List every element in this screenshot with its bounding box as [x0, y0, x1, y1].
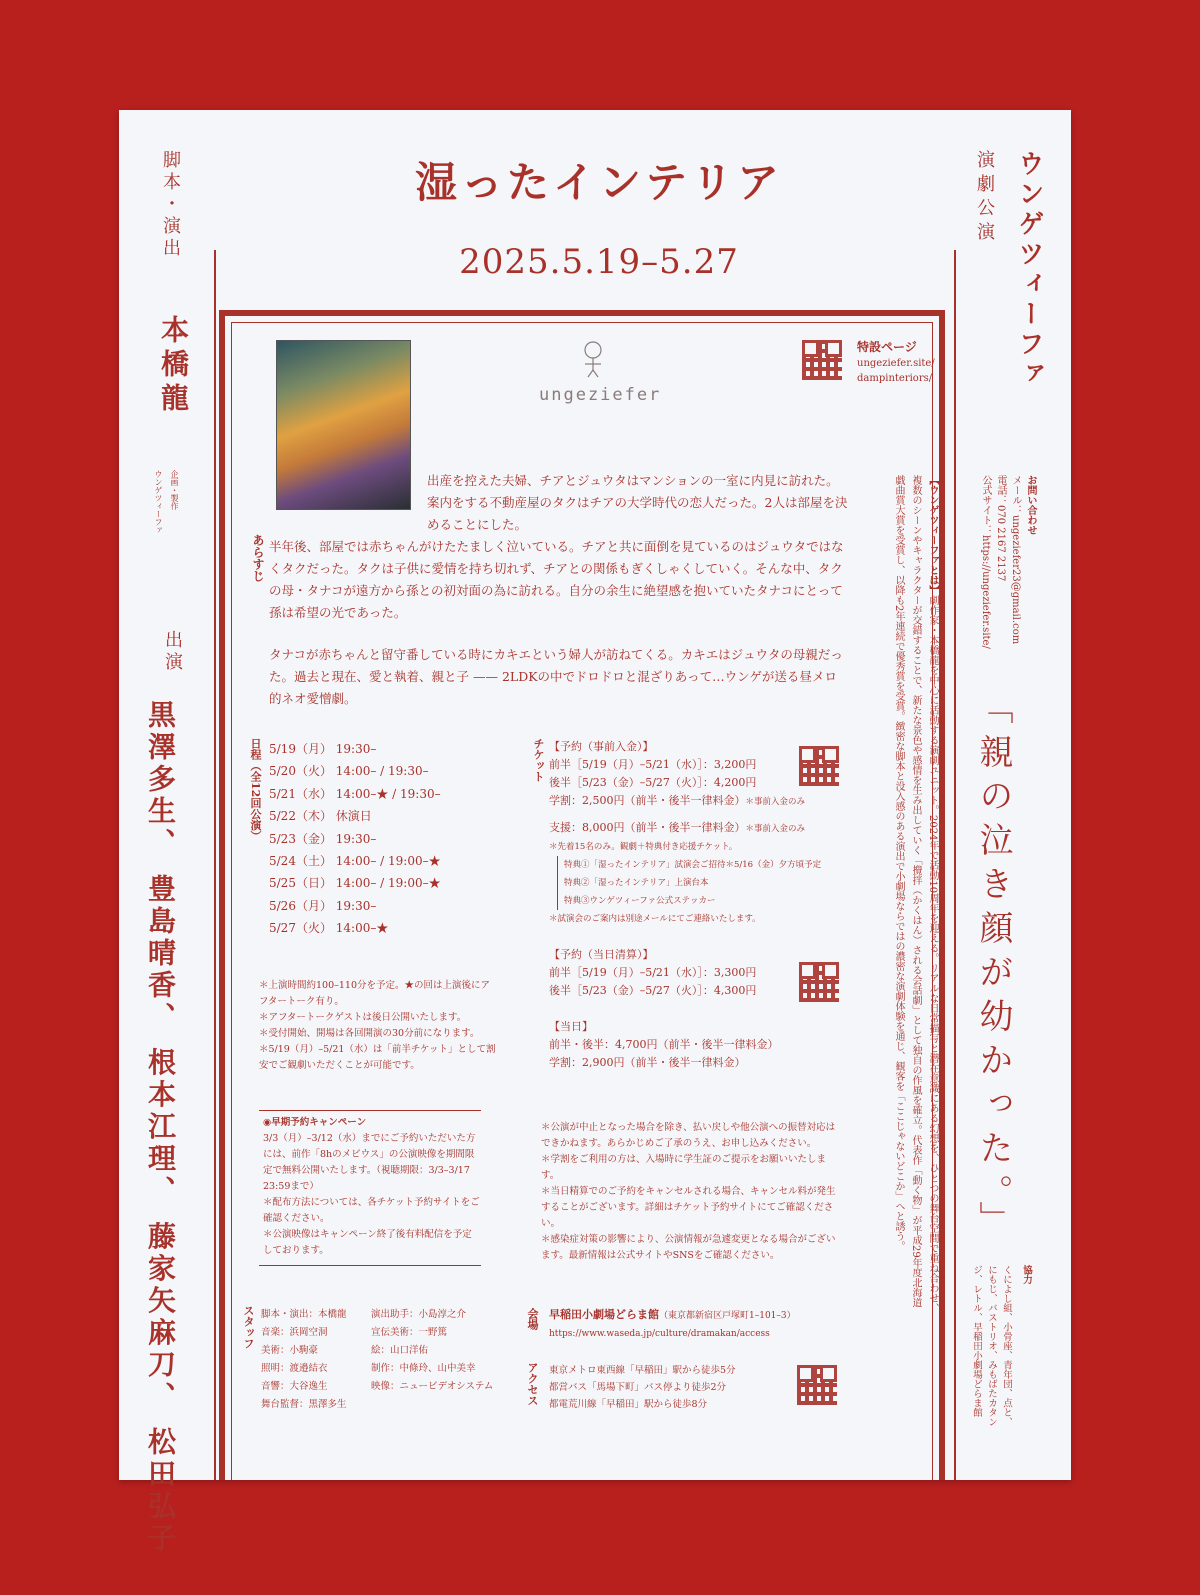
campaign-note: ＊公演映像はキャンペーン終了後有料配信を予定しております。	[263, 1229, 472, 1256]
ticket-dayof-title: 【予約（当日清算）】	[549, 948, 654, 961]
staff-item: 制作：中條玲、山中美幸	[371, 1363, 476, 1374]
ticket-heading: チケット	[532, 738, 545, 782]
special-page-url-line1[interactable]: ungeziefer.site/	[857, 358, 935, 369]
cast-member: 松田弘子	[144, 1427, 177, 1555]
access-line: 都営バス「馬場下町」バス停より徒歩2分	[549, 1382, 727, 1393]
troupe-subtitle: 演劇公演	[974, 150, 995, 246]
ticket-advance-title: 【予約（事前入金）】	[549, 740, 654, 753]
staff-item: 音響：大谷逸生	[261, 1381, 328, 1392]
staff-item: 舞台監督：黒澤多生	[261, 1399, 347, 1410]
staff-item: 照明：渡邉結衣	[261, 1363, 328, 1374]
campaign-body: 3/3（月）–3/12（水）までにご予約いただいた方には、前作「8hのメビウス」の公演映像を期間限定で無料公開いたします。（視聴期限：3/3–3/17 23:59まで）	[263, 1133, 476, 1192]
venue-info	[549, 1306, 796, 1343]
cast-label: 出演	[162, 630, 183, 674]
ticket-cancel-notes	[541, 1120, 841, 1264]
schedule-row: 5/22（木） 休演日	[269, 809, 372, 824]
access-line: 都電荒川線「早稲田」駅から徒歩8分	[549, 1399, 708, 1410]
about-text: 劇作家・本橋龍を中心に活動する演劇ユニット。2024年で活動10周年を迎える。リアルな日常描写と潜在意識にある幻想を、ひとつの舞台空間で重ね合わせ、複数のシーンやキャラクターが交錯することで、新たな景色や感情を生み出していく「攪拌（かくはん）される会話劇」として独自の作風を確立。代表作「動く物」が平成29年度北海道戯曲賞大賞を受賞し、以降も2年連続で優秀賞を受賞。緻密な脚本と没入感のある演出で小劇場ならではの濃密な演劇体験を通じ、観客を「ここじゃないどこか」へと誘う。	[893, 475, 938, 1314]
synopsis-heading: あらすじ	[251, 534, 265, 582]
left-divider	[214, 250, 216, 1480]
synopsis	[269, 470, 849, 710]
access-heading: アクセス	[526, 1362, 539, 1406]
venue-heading: 会場	[526, 1308, 539, 1330]
staff-item: 音楽：浜岡空洞	[261, 1327, 328, 1338]
venue-access-qr-icon[interactable]	[797, 1365, 837, 1405]
cancel-note: ＊公演が中止となった場合を除き、払い戻しや他公演への振替対応はできかねます。あらかじめご了承のうえ、お申し込みください。	[541, 1122, 836, 1149]
schedule-note: ＊5/19（月）–5/21（水）は「前半チケット」として割安でご観劇いただくことが可能です。	[259, 1044, 496, 1071]
cast-member: 根本江理、	[144, 1047, 177, 1208]
schedule-note: ＊受付開始、開場は各回開演の30分前になります。	[259, 1028, 480, 1039]
staff-item: 宣伝美術：一野篤	[371, 1327, 448, 1338]
page-title: 湿ったインテリア	[414, 158, 783, 207]
ticket-perk: 特典③ウンゲツィーファ公式ステッカー	[564, 896, 716, 906]
ticket-price: 後半［5/23（金）–5/27（火）］：4,200円	[549, 776, 757, 789]
ticket-support-desc: ＊先着15名のみ。観劇＋特典付き応援チケット。	[549, 842, 738, 852]
cast-member: 豊島晴香、	[144, 873, 177, 1034]
early-booking-campaign	[259, 1110, 481, 1266]
schedule-row: 5/26（月） 19:30–	[269, 898, 377, 913]
special-page-label: 特設ページ	[857, 340, 917, 354]
director-label: 脚本・演出	[160, 150, 181, 260]
kyoryoku-title: 協力	[1021, 1265, 1032, 1284]
contact-tel: 電話：070 2167 2137	[995, 475, 1006, 582]
cast-member: 藤家矢麻刀、	[144, 1221, 177, 1414]
venue-url[interactable]: https://www.waseda.jp/culture/dramakan/access	[549, 1329, 770, 1339]
staff-item: 脚本・演出：本橋龍	[261, 1309, 347, 1320]
schedule-list	[269, 738, 441, 940]
cast-member: 黒澤多生、	[144, 700, 177, 860]
ticket-price: 前半［5/19（月）–5/21（水）］：3,200円	[549, 758, 757, 771]
ticket-price: 前半［5/19（月）–5/21（水）］：3,300円	[549, 966, 757, 979]
schedule-row: 5/21（水） 14:00–★ / 19:30–	[269, 786, 441, 801]
cancel-note: ＊当日精算でのご予約をキャンセルされる場合、キャンセル料が発生することがございます。詳細はチケット予約サイトにてご確認ください。	[541, 1186, 836, 1229]
performance-dates: 2025.5.19–5.27	[459, 242, 739, 282]
ticket-price: 前半・後半：4,700円（前半・後半一律料金）	[549, 1038, 779, 1051]
staff-item	[371, 1396, 511, 1414]
access-info	[549, 1362, 736, 1413]
schedule-row: 5/24（土） 14:00– / 19:00–★	[269, 854, 441, 869]
staff-item: 美術：小駒豪	[261, 1345, 319, 1356]
ticket-info	[549, 738, 879, 1072]
ticket-perks	[557, 856, 879, 910]
schedule-row: 5/19（月） 19:30–	[269, 742, 377, 756]
staff-item: 絵：山口洋佑	[371, 1345, 429, 1356]
ungeziefer-logo-text: ungeziefer	[539, 385, 662, 405]
cancel-note: ＊感染症対策の影響により、公演情報が急遽変更となる場合がございます。最新情報は公式サイトやSNSをご確認ください。	[541, 1234, 836, 1261]
right-divider	[954, 250, 956, 1480]
ticket-price: 後半［5/23（金）–5/27（火）］：4,300円	[549, 984, 757, 997]
schedule-row: 5/25（日） 14:00– / 19:00–★	[269, 876, 441, 891]
venue-name: 早稲田小劇場どらま館	[549, 1308, 659, 1321]
ticket-trial-note: ＊試演会のご案内は別途メールにてご連絡いたします。	[549, 914, 761, 924]
ticket-price: 学割：2,500円（前半・後半一律料金）＊事前入金のみ	[549, 794, 806, 807]
campaign-note: ＊配布方法については、各チケット予約サイトをご確認ください。	[263, 1197, 480, 1224]
schedule-row: 5/20（火） 14:00– / 19:30–	[269, 764, 429, 779]
ticket-advance-note: ＊事前入金のみ	[745, 797, 806, 807]
campaign-title: ◉早期予約キャンペーン	[263, 1117, 367, 1128]
staff-item: 演出助手：小島淳之介	[371, 1309, 467, 1320]
synopsis-paragraph-1: 出産を控えた夫婦、チアとジュウタはマンションの一室に内見に訪れた。案内をする不動産屋のタクはチアの大学時代の恋人だった。2人は部屋を決めることにした。	[427, 473, 848, 532]
schedule-note: ＊上演時間約100–110分を予定。★の回は上演後にアフタートーク有り。	[259, 980, 491, 1007]
schedule-row: 5/27（火） 14:00–★	[269, 921, 389, 936]
contact-site: 公式サイト：https://ungeziefer.site/	[980, 475, 991, 649]
venue-address: （東京都新宿区戸塚町1–101–3）	[659, 1311, 796, 1321]
contact-title: お問い合わせ	[1025, 475, 1036, 535]
kyoryoku-text: くによし組、小骨座、青年団、点と、にもじ、バストリオ、みもばたカタンジ、レトル、早稲田小劇場どらま館	[971, 1265, 1012, 1427]
ticket-perk: 特典①「湿ったインテリア」試演会ご招待＊5/16（金）夕方頃予定	[564, 860, 822, 870]
synopsis-paragraph-3: タナコが赤ちゃんと留守番している時にカキエという婦人が訪ねてくる。カキエはジュウタの母親だった。過去と現在、愛と執着、親と子 —— 2LDKの中でドロドロと混ざりあって…ウンゲが送る昼メロ的ネオ愛憎劇。	[269, 647, 843, 706]
about-title: 【ウンゲツィーファとは】	[927, 475, 938, 595]
production-label: 企画・製作	[170, 470, 179, 510]
ticket-support: 支援：8,000円（前半・後半一律料金）＊事前入金のみ	[549, 821, 806, 834]
special-page-qr-icon[interactable]	[802, 340, 842, 380]
director-name: 本橋龍	[157, 315, 190, 417]
ungeziefer-logo-figure-icon	[579, 338, 607, 378]
catchphrase: 「親の泣き顔が幼かった。」	[973, 690, 1013, 1245]
schedule-heading: 日程（全12回公演）	[249, 738, 262, 842]
special-page-url[interactable]	[857, 356, 935, 386]
special-page-url-line2[interactable]: dampinteriors/	[857, 373, 933, 384]
staff-heading: スタッフ	[242, 1305, 255, 1349]
cancel-note: ＊学割をご利用の方は、入場時に学生証のご提示をお願いいたします。	[541, 1154, 827, 1181]
contact-mail: メール：ungeziefer23@gmail.com	[1010, 475, 1021, 645]
ticket-price: 学割：2,900円（前半・後半一律料金）	[549, 1056, 746, 1069]
access-line: 東京メトロ東西線「早稲田」駅から徒歩5分	[549, 1365, 736, 1376]
schedule-notes	[259, 978, 499, 1074]
flyer-paper	[119, 110, 1071, 1555]
ticket-support-note: ＊事前入金のみ	[745, 824, 806, 834]
schedule-note: ＊アフタートークゲストは後日公開いたします。	[259, 1012, 467, 1023]
staff-item: 映像：ニュービデオシステム	[371, 1381, 494, 1392]
production-name: ウンゲツィーファ	[154, 470, 163, 534]
ticket-door-title: 【当日】	[549, 1020, 593, 1033]
staff-list	[261, 1306, 511, 1414]
synopsis-paragraph-2: 半年後、部屋では赤ちゃんがけたたましく泣いている。チアと共に面倒を見ているのはジュウタではなくタクだった。タクは子供に愛情を持ち切れず、チアとの関係もぎくしゃくしていく。そんな中、タクの母・タナコが遠方から孫との初対面の為に訪れる。自分の余生に絶望感を抱いていたタナコにとって孫は希望の光であった。	[269, 539, 844, 620]
troupe-name: ウンゲツィーファ	[1014, 150, 1044, 390]
cast-list	[143, 700, 177, 1555]
ticket-perk: 特典②「湿ったインテリア」上演台本	[564, 878, 709, 888]
schedule-row: 5/23（金） 19:30–	[269, 831, 377, 846]
